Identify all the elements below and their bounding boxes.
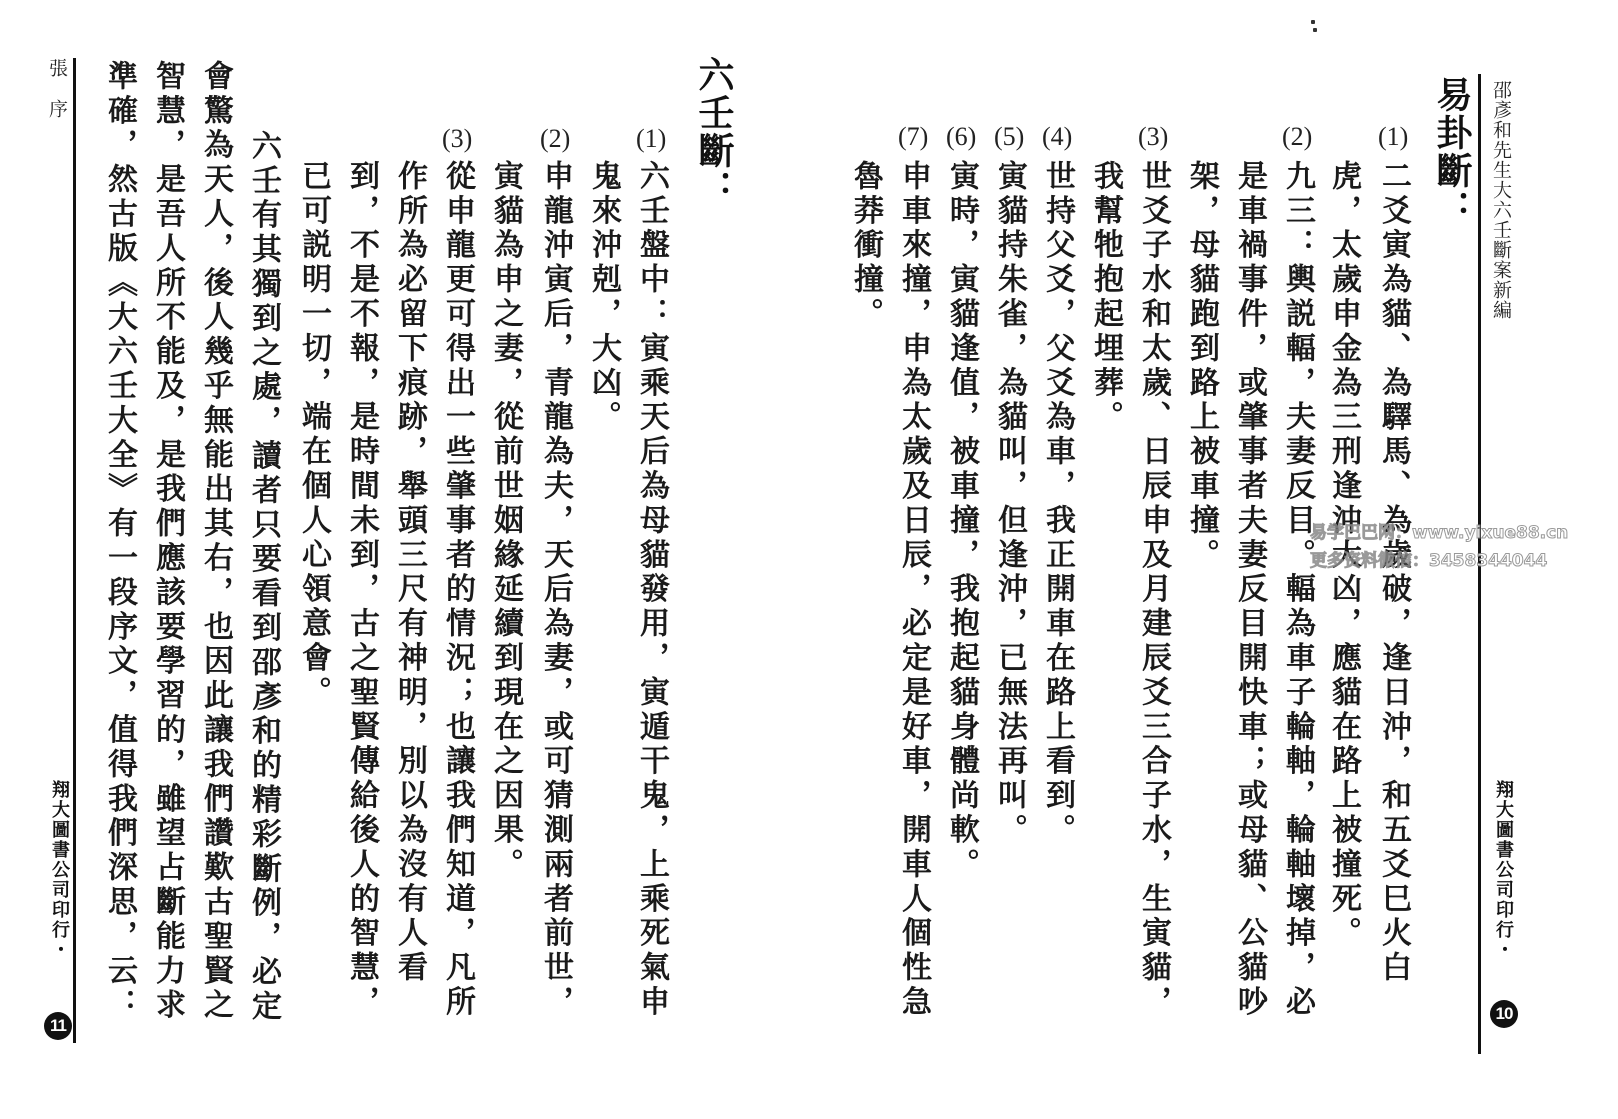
- preface-line: 會驚為天人，後人幾乎無能出其右，也因此讓我們讚歎古聖賢之: [198, 60, 233, 1024]
- section-title-liuren: 六壬斷：: [693, 56, 734, 208]
- scan-speck: [1311, 20, 1315, 24]
- page-number-right: 10: [1490, 1000, 1518, 1028]
- item-number: (7): [898, 122, 929, 151]
- running-head-left: 張序: [46, 58, 68, 140]
- item-line: 虎，太歲申金為三刑逢沖大凶，應貓在路上被撞死。: [1326, 160, 1361, 952]
- item-number: (3): [442, 124, 473, 153]
- item-line: 鬼來沖剋，大凶。: [586, 160, 621, 436]
- margin-rule-left: [73, 58, 76, 1043]
- item-line: 已可説明一切，端在個人心領意會。: [296, 160, 331, 711]
- item-line: 是車禍事件，或肇事者夫妻反目開快車；或母貓、公貓吵: [1232, 160, 1267, 1020]
- item-line: 寅時，寅貓逢值，被車撞，我抱起貓身體尚軟。: [944, 160, 979, 883]
- item-line: 架，母貓跑到路上被車撞。: [1184, 160, 1219, 573]
- item-number: (6): [946, 122, 977, 151]
- item-line: 申龍沖寅后，青龍為夫，天后為妻，或可猜測兩者前世，: [538, 160, 573, 1020]
- item-line: 世爻子水和太歲、日辰申及月建辰爻三合子水，生寅貓，: [1136, 160, 1171, 1020]
- item-number: (5): [994, 122, 1025, 151]
- item-line: 世持父爻，父爻為車，我正開車在路上看到。: [1040, 160, 1075, 848]
- watermark-line-1: 易学巴巴网：www.yixue88.cn: [1310, 523, 1569, 543]
- preface-line: 六壬有其獨到之處，讀者只要看到邵彥和的精彩斷例，必定: [246, 130, 281, 1025]
- item-line: 我幫牠抱起埋葬。: [1088, 160, 1123, 436]
- item-number: (2): [1282, 122, 1313, 151]
- item-line: 魯莽衝撞。: [848, 160, 883, 332]
- item-line: 九三：輿説輻，夫妻反目。輻為車子輪軸，輪軸壞掉，必: [1280, 160, 1315, 1020]
- preface-line: 準確，然古版《大六壬大全》有一段序文，值得我們深思，云：: [102, 60, 137, 1024]
- item-line: 到，不是不報，是時間未到，古之聖賢傳給後人的智慧，: [344, 160, 379, 1020]
- item-number: (3): [1138, 122, 1169, 151]
- item-line: 六壬盤中：寅乘天后為母貓發用，寅遁干鬼，上乘死氣申: [634, 160, 669, 1020]
- running-head-right: 邵彥和先生大六壬斷案新編: [1490, 80, 1512, 320]
- item-number: (4): [1042, 122, 1073, 151]
- item-line: 寅貓為申之妻，從前世姻緣延續到現在之因果。: [488, 160, 523, 883]
- publisher-imprint-left: 翔大圖書公司印行・: [49, 780, 70, 960]
- item-number: (2): [540, 124, 571, 153]
- item-number: (1): [1378, 122, 1409, 151]
- left-page: [0, 0, 800, 1119]
- watermark-line-2: 更多资料微信：3458344044: [1310, 551, 1548, 571]
- item-line: 二爻寅為貓、為驛馬、為歲破，逢日沖，和五爻巳火白: [1376, 160, 1411, 986]
- item-line: 作所為必留下痕跡，舉頭三尺有神明，別以為沒有人看: [392, 160, 427, 986]
- right-page: [800, 0, 1618, 1119]
- publisher-imprint-right: 翔大圖書公司印行・: [1493, 780, 1514, 960]
- page-number-left: 11: [44, 1012, 72, 1040]
- scan-speck: [1313, 28, 1317, 32]
- item-line: 從申龍更可得出一些肇事者的情況；也讓我們知道，凡所: [440, 160, 475, 1020]
- section-title-yigua: 易卦斷：: [1431, 76, 1472, 228]
- item-line: 申車來撞，申為太歲及日辰，必定是好車，開車人個性急: [896, 160, 931, 1020]
- preface-line: 智慧，是吾人所不能及，是我們應該要學習的，雖望占斷能力求: [150, 60, 185, 1024]
- item-line: 寅貓持朱雀，為貓叫，但逢沖，已無法再叫。: [992, 160, 1027, 848]
- item-number: (1): [636, 124, 667, 153]
